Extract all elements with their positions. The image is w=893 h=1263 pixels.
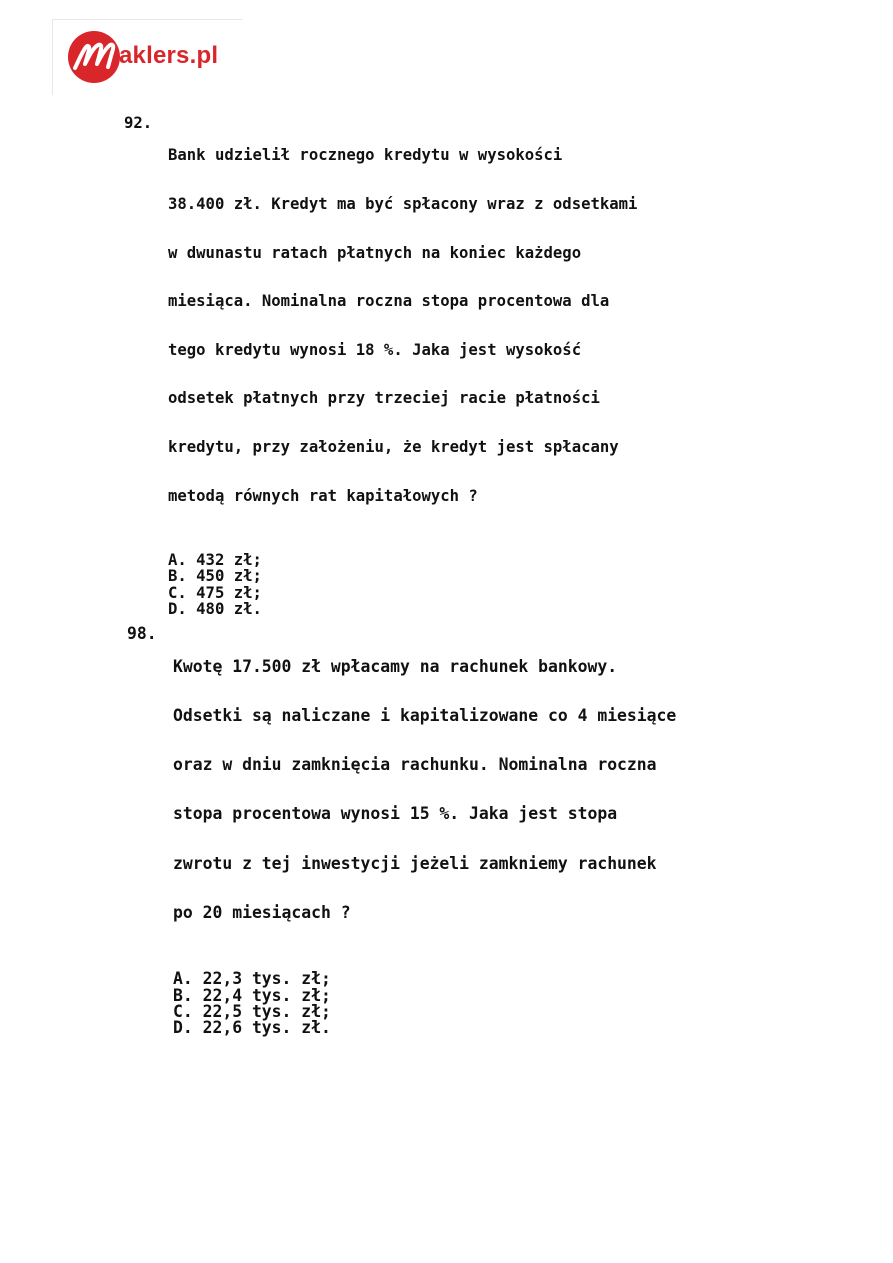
answer-option-a: A. 22,3 tys. zł; [173, 969, 331, 989]
question-line: 38.400 zł. Kredyt ma być spłacony wraz z odsetkami [168, 195, 638, 214]
answer-option-b: B. 450 zł; [168, 567, 262, 586]
question-text [173, 626, 676, 954]
question-text [168, 115, 637, 536]
answer-option-b: B. 22,4 tys. zł; [173, 985, 331, 1005]
question-98 [127, 626, 676, 1037]
maklers-logo-mark-icon [67, 30, 121, 84]
maklers-logo [52, 19, 242, 95]
question-line: Bank udzielił rocznego kredytu w wysokości [168, 146, 563, 165]
answer-option-d: D. 480 zł. [168, 599, 262, 618]
question-number: 92. [124, 114, 153, 132]
answer-options [173, 971, 676, 1037]
maklers-logo-text: aklers.pl [119, 42, 219, 69]
question-line: po 20 miesiącach ? [173, 902, 351, 922]
question-line: Odsetki są naliczane i kapitalizowane co 4 miesiące [173, 706, 677, 726]
answer-option-a: A. 432 zł; [168, 551, 262, 570]
question-line: zwrotu z tej inwestycji jeżeli zamkniemy rachunek [173, 853, 657, 873]
question-line: metodą równych rat kapitałowych ? [168, 486, 478, 505]
question-line: miesiąca. Nominalna roczna stopa procentowa dla [168, 292, 610, 311]
answer-option-c: C. 22,5 tys. zł; [173, 1001, 331, 1021]
question-line: tego kredytu wynosi 18 %. Jaka jest wysokość [168, 340, 582, 359]
question-line: Kwotę 17.500 zł wpłacamy na rachunek bankowy. [173, 656, 618, 676]
answer-options [168, 552, 637, 617]
question-line: stopa procentowa wynosi 15 %. Jaka jest stopa [173, 804, 618, 824]
question-line: kredytu, przy założeniu, że kredyt jest spłacany [168, 438, 619, 457]
question-number: 98. [127, 624, 157, 643]
question-line: w dwunastu ratach płatnych na koniec każdego [168, 243, 582, 262]
question-line: odsetek płatnych przy trzeciej racie płatności [168, 389, 600, 408]
question-92 [124, 115, 637, 617]
question-line: oraz w dniu zamknięcia rachunku. Nominalna roczna [173, 755, 657, 775]
answer-option-c: C. 475 zł; [168, 583, 262, 602]
answer-option-d: D. 22,6 tys. zł. [173, 1018, 331, 1038]
